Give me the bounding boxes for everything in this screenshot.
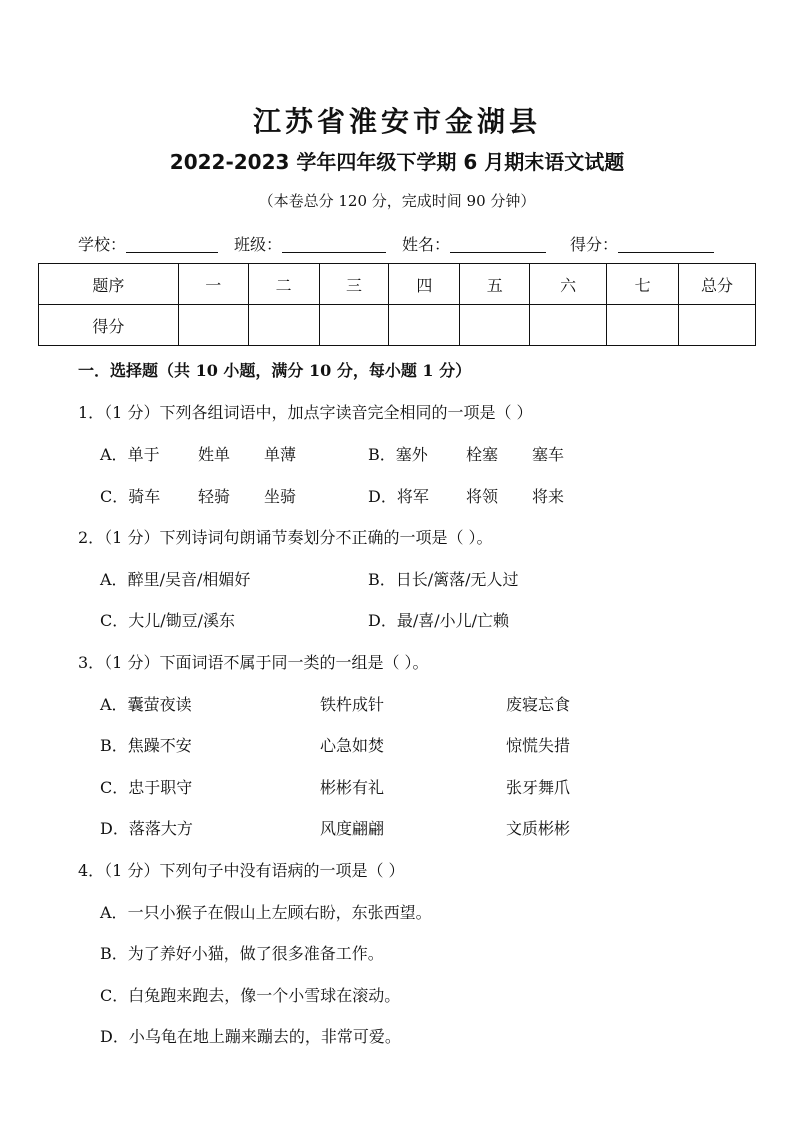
page-title: 江苏省淮安市金湖县 (252, 105, 541, 138)
option-label: B． (100, 736, 128, 755)
q2-option-d[interactable] (368, 608, 509, 631)
school-label: 学校： (78, 235, 127, 254)
option-text: 白兔跑来跑去，像一个小雪球在滚动。 (128, 986, 401, 1005)
name-blank[interactable] (450, 236, 546, 253)
option-label: A． (100, 903, 128, 922)
school-blank[interactable] (126, 236, 218, 253)
option-word: 姓单 (198, 445, 231, 464)
option-label: A． (100, 570, 128, 589)
option-label: D． (368, 487, 397, 506)
option-label: C． (100, 986, 129, 1005)
class-label: 班级： (234, 235, 283, 254)
option-word: 坐骑 (264, 487, 297, 506)
option-label: A． (100, 695, 128, 714)
option-label: C． (100, 487, 129, 506)
option-word: 张牙舞爪 (506, 778, 571, 797)
option-text: 醉里/吴音/相媚好 (127, 570, 251, 589)
option-label: B． (368, 570, 396, 589)
option-label: D． (100, 1027, 129, 1046)
option-word: 轻骑 (198, 487, 231, 506)
name-label: 姓名： (402, 235, 451, 254)
option-word: 焦躁不安 (127, 736, 192, 755)
option-text: 大儿/锄豆/溪东 (128, 611, 236, 630)
score-label: 得分： (570, 235, 619, 254)
school-field[interactable] (78, 232, 218, 255)
option-text: 日长/篱落/无人过 (395, 570, 519, 589)
option-label: B． (368, 445, 396, 464)
option-text: 为了养好小猫，做了很多准备工作。 (127, 944, 384, 963)
table-header-cell: 六 (530, 264, 607, 305)
option-text: 小乌龟在地上蹦来蹦去的，非常可爱。 (128, 1027, 401, 1046)
question-3-stem: 3．（1 分）下面词语不属于同一类的一组是（ ）。 (78, 653, 429, 672)
table-header-cell: 总分 (679, 264, 756, 305)
q4-option-d[interactable] (100, 1024, 401, 1047)
table-header-cell: 题序 (39, 264, 179, 305)
option-word: 铁杵成针 (320, 695, 385, 714)
q4-option-c[interactable] (100, 983, 400, 1006)
score-cell[interactable] (530, 305, 607, 346)
q1-option-d[interactable] (368, 484, 429, 507)
option-word: 囊萤夜读 (127, 695, 192, 714)
exam-subtitle: （本卷总分 120 分，完成时间 90 分钟） (258, 192, 536, 210)
question-2-stem: 2．（1 分）下列诗词句朗诵节奏划分不正确的一项是（ ）。 (78, 528, 493, 547)
section-heading: 一．选择题（共 10 小题，满分 10 分，每小题 1 分） (78, 361, 472, 380)
score-field[interactable] (570, 232, 714, 255)
option-word: 骑车 (128, 487, 161, 506)
table-header-cell: 五 (460, 264, 530, 305)
table-header-cell: 三 (319, 264, 389, 305)
option-word: 风度翩翩 (320, 819, 385, 838)
score-cell[interactable] (679, 305, 756, 346)
score-table (38, 263, 756, 346)
option-word: 彬彬有礼 (320, 778, 385, 797)
option-word: 惊慌失措 (506, 736, 571, 755)
q3-option-b[interactable] (100, 733, 192, 756)
option-word: 塞车 (532, 445, 565, 464)
option-label: B． (100, 944, 128, 963)
score-cell[interactable] (248, 305, 319, 346)
table-header-cell: 七 (607, 264, 679, 305)
option-label: A． (100, 445, 128, 464)
score-cell[interactable] (607, 305, 679, 346)
option-text: 最/喜/小儿/亡赖 (396, 611, 510, 630)
option-label: C． (100, 778, 129, 797)
q2-option-c[interactable] (100, 608, 235, 631)
question-4-stem: 4．（1 分）下列句子中没有语病的一项是（ ） (78, 861, 405, 880)
table-score-row (39, 305, 756, 346)
exam-title: 2022-2023 学年四年级下学期 6 月期末语文试题 (169, 150, 625, 174)
q3-option-d[interactable] (100, 816, 193, 839)
question-1-stem: 1．（1 分）下列各组词语中，加点字读音完全相同的一项是（ ） (78, 403, 533, 422)
option-word: 塞外 (395, 445, 428, 464)
option-word: 栓塞 (466, 445, 499, 464)
option-word: 将来 (532, 487, 565, 506)
option-word: 落落大方 (128, 819, 193, 838)
option-word: 将领 (466, 487, 499, 506)
table-header-row (39, 264, 756, 305)
q3-option-c[interactable] (100, 775, 192, 798)
table-score-label: 得分 (39, 305, 179, 346)
score-blank[interactable] (618, 236, 714, 253)
option-word: 单于 (127, 445, 160, 464)
name-field[interactable] (402, 232, 546, 255)
q2-option-b[interactable] (368, 567, 519, 590)
q1-option-a[interactable] (100, 442, 160, 465)
q2-option-a[interactable] (100, 567, 250, 590)
q1-option-c[interactable] (100, 484, 160, 507)
option-word: 废寝忘食 (506, 695, 571, 714)
option-word: 单薄 (264, 445, 297, 464)
score-cell[interactable] (319, 305, 389, 346)
score-cell[interactable] (389, 305, 460, 346)
option-label: D． (100, 819, 129, 838)
option-label: C． (100, 611, 129, 630)
table-header-cell: 一 (178, 264, 248, 305)
q4-option-a[interactable] (100, 900, 432, 923)
q3-option-a[interactable] (100, 692, 192, 715)
option-word: 文质彬彬 (506, 819, 571, 838)
q1-option-b[interactable] (368, 442, 428, 465)
option-text: 一只小猴子在假山上左顾右盼，东张西望。 (127, 903, 432, 922)
class-blank[interactable] (282, 236, 386, 253)
option-label: D． (368, 611, 397, 630)
score-cell[interactable] (178, 305, 248, 346)
option-word: 将军 (396, 487, 429, 506)
table-header-cell: 四 (389, 264, 460, 305)
option-word: 心急如焚 (320, 736, 385, 755)
option-word: 忠于职守 (128, 778, 193, 797)
class-field[interactable] (234, 232, 386, 255)
score-cell[interactable] (460, 305, 530, 346)
table-header-cell: 二 (248, 264, 319, 305)
q4-option-b[interactable] (100, 941, 384, 964)
